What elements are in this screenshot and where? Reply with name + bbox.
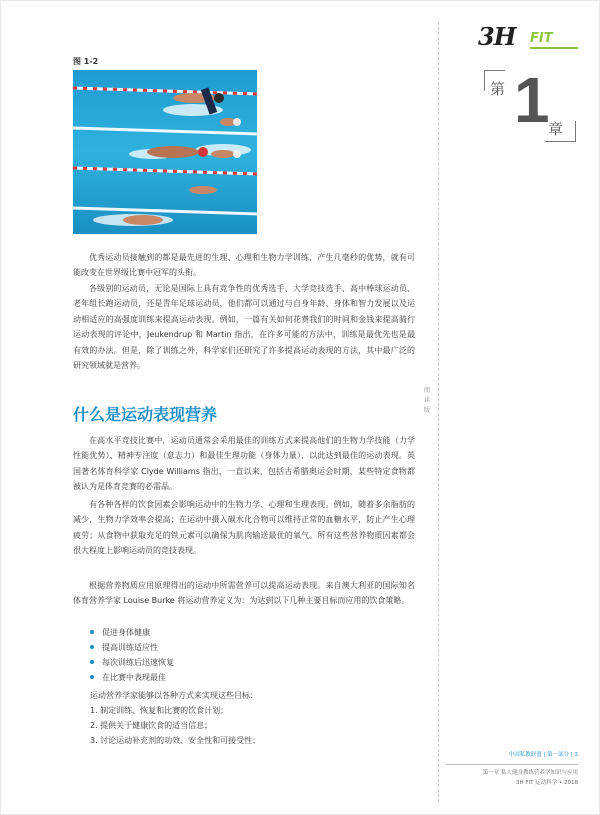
figure-label: 图 1-2	[73, 57, 99, 66]
body-paragraph: 根据营养物质应用原理得出的运动中所需营养可以提高运动表现。来自澳大利亚的国际知名体育营养学家 Louise Burke 将运动营养定义为：为达到以下几种主要目标而应用的饮食策略。	[73, 581, 415, 606]
brand-logo	[478, 22, 578, 52]
body-paragraph: 优秀运动员接触到的都是最先进的生理、心理和生物力学训练，产生几毫秒的优势，就有可能改变在世界级比赛中冠军的头衔。	[73, 253, 415, 278]
section-heading: 什么是运动表现营养	[73, 405, 218, 424]
side-annotation-char: 版	[423, 407, 430, 414]
footer-running-head: 中国私教联盟 | 第一部分 | 3	[508, 752, 578, 758]
logo-underline	[530, 47, 578, 49]
side-annotation-char: 阅	[423, 387, 430, 394]
list-item: 1. 制定训练、恢复和比赛的饮食计划；	[90, 706, 229, 715]
list-item: 促进身体健康	[90, 625, 174, 640]
page-footer	[446, 750, 578, 788]
chapter-marker	[478, 64, 576, 142]
swimmers-photo	[73, 70, 257, 234]
chapter-suffix: 章	[548, 120, 564, 138]
list-item: 提高训练适应性	[90, 640, 174, 655]
body-paragraph: 各级别的运动员，无论是国际上具有竞争性的优秀选手、大学竞技选手、高中棒球运动员、老年组长跑运动员，还是青年足球运动员，他们都可以通过与自身年龄、身体和智力发展以及运动相适应的高强度训练来提高运动表现。例如，一篇有关如何花费我们的时间和金钱来提高骑行运动表现的评论中，Jeukendrup 和 Martin 指出，在许多可能的方法中，训练是最优先也是最有效的办法。但是，除了训练之外，科学家们还研究了许多提高运动表现的方法，其中最广泛的研究领域就是营养。	[73, 284, 415, 371]
list-item: 3. 讨论运动补充剂的功效、安全性和可接受性；	[90, 736, 261, 745]
footer-rule	[446, 764, 578, 765]
goals-list	[90, 688, 260, 748]
goals-bullet-list	[90, 625, 174, 685]
chapter-prefix: 第	[490, 80, 506, 98]
footer-chapter-title: 第一章 私人健身教练营养学知识与应用	[482, 770, 578, 776]
footer-publisher: 3H FIT 运动科学 • 2018	[515, 780, 578, 786]
list-item: 每次训练后迅速恢复	[90, 655, 174, 670]
list-item: 2. 提供关于健康饮食的适当信息；	[90, 721, 213, 730]
list-item: 在比赛中表现最佳	[90, 670, 174, 685]
body-paragraph: 在高水平竞技比赛中，运动员通常会采用最佳的训练方式来提高他们的生物力学技能（力学性能优势）、精神专注度（意志力）和最佳生理功能（身体力量），以此达到最佳的运动表现。英国著名体育科学家 Clyde Williams 指出，一直以来，包括古希腊奥运会时期，某些特定食物都被认为是体育竞赛的必需品。	[73, 436, 415, 492]
logo-fit-text: FIT	[530, 31, 553, 46]
side-annotation-char: 读	[423, 397, 430, 404]
body-paragraph: 有各种各样的饮食因素会影响运动中的生物力学、心理和生理表现。例如，随着多余脂肪的减少，生物力学效率会提高；在运动中摄入碳水化合物可以维持正常的血糖水平，防止产生心理疲劳；从食物中获取充足的铁元素可以确保为肌肉输送最优的氧气。所有这些营养物质因素都会很大程度上影响运动员的竞技表现。	[73, 500, 415, 556]
chapter-number: 1	[514, 64, 550, 136]
side-annotation	[422, 386, 432, 416]
logo-main-text: 3H	[478, 22, 516, 51]
margin-divider	[438, 22, 439, 802]
goals-intro: 运动营养学家能够以各种方式来实现这些目标：	[90, 691, 258, 700]
